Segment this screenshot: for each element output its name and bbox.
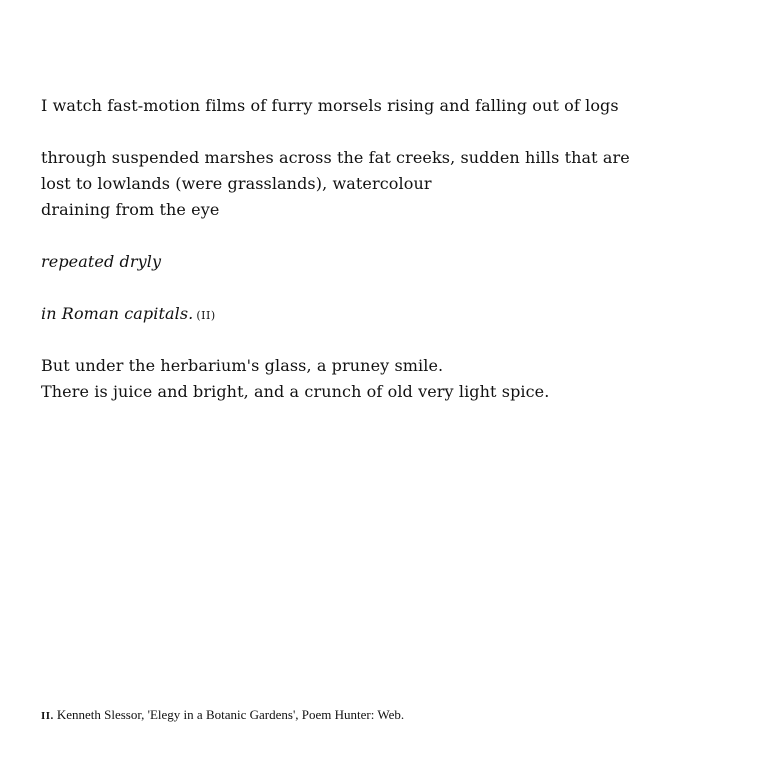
footnote-reference: (II) <box>196 309 216 322</box>
stanza-gap <box>41 223 731 249</box>
poem-line-italic: in Roman capitals. <box>41 304 194 323</box>
footnote-text: Kenneth Slessor, 'Elegy in a Botanic Gardens', Poem Hunter: Web. <box>56 707 405 722</box>
poem-line: lost to lowlands (were grasslands), watercolour <box>41 174 432 193</box>
poem-line: draining from the eye <box>41 200 220 219</box>
stanza-gap <box>41 327 731 353</box>
footnote-number: II. <box>41 710 54 722</box>
poem-line: I watch fast-motion films of furry morsels rising and falling out of logs <box>41 96 619 115</box>
stanza-gap <box>41 119 731 145</box>
poem-line: But under the herbarium's glass, a pruney smile. <box>41 356 444 375</box>
poem-line-italic: repeated dryly <box>41 252 162 271</box>
footnote <box>41 705 404 726</box>
poem-line: through suspended marshes across the fat creeks, sudden hills that are <box>41 148 630 167</box>
stanza-gap <box>41 275 731 301</box>
poem-line: There is juice and bright, and a crunch of old very light spice. <box>41 382 550 401</box>
poem <box>41 93 731 405</box>
poem-line-with-note <box>41 301 731 327</box>
